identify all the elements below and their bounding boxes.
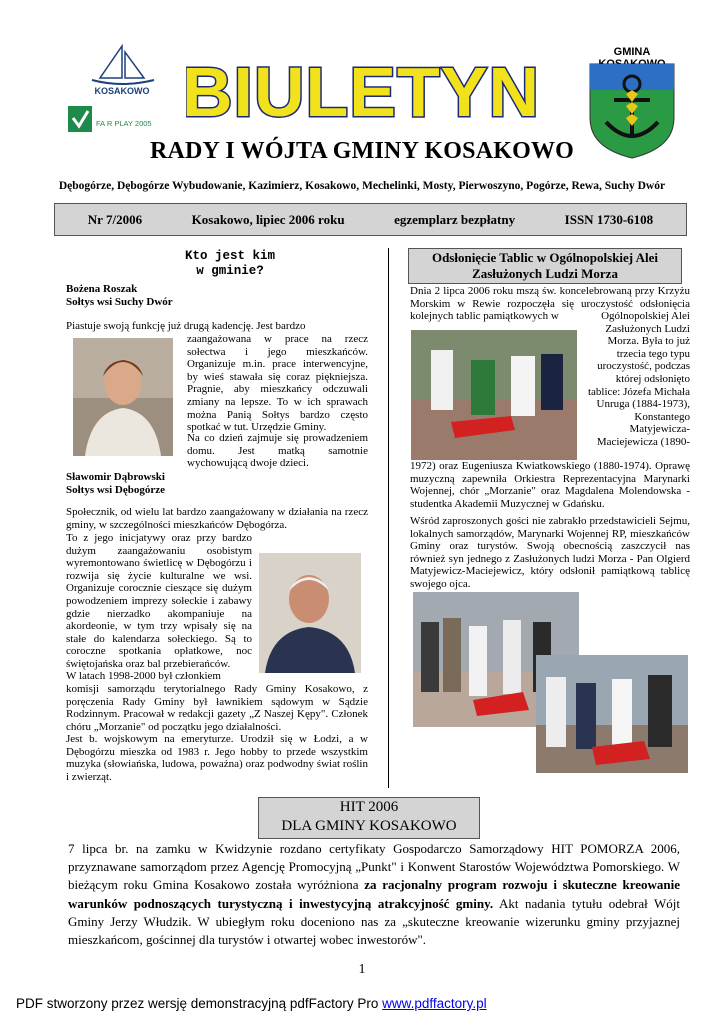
crest-label: GMINA [613,46,651,58]
column-divider [388,248,389,788]
who-is-who-heading: Kto jest kim w gminie? [184,249,275,278]
village-list: Dębogórze, Dębogórze Wybudowanie, Kazimierz, Kosakowo, Mechelinki, Mosty, Pierwoszyno, Pogórze, Rewa, Suchy Dwór [58,180,666,192]
newsletter-subtitle: RADY I WÓJTA GMINY KOSAKOWO [149,138,575,164]
issue-info-bar [54,203,687,236]
issue-issn: ISSN 1730-6108 [564,211,654,227]
svg-text:BIULETYN: BIULETYN [186,54,536,130]
biuletyn-title [186,54,536,130]
person2-side2: W latach 1998-2000 był członkiem [66,670,221,682]
alley-article-guests: Wśród zaproszonych gości nie zabrakło przedstawicieli Sejmu, lokalnych samorządów, Marynarki Wojennej RP, mieszkańców Gminy oraz turystów. Swoją obecnością zaszczycił nas również syn jednego z Zasłużonych ludzi Morza - Pan Olgierd Matyjewicz-Maciejewicz, który odsłonił pamiątkową tablicę swojego ojca. [410,515,690,590]
page-number: 1 [358,962,366,977]
person2-body: komisji samorządu terytorialnego Rady Gminy Kosakowo, z poręczenia Rady Gminy był ławnikiem sądowym w Sądzie Rodzinnym. Pracował w redakcji gazety „Z Naszej Kępy". Członek chóru „Morzanie" od początku jego działalności. [66,683,368,733]
pdffactory-link[interactable]: www.pdffactory.pl [382,996,487,1011]
person2-photo [259,553,361,673]
ceremony-photo-3 [536,655,688,773]
kosakowo-sailboat-logo [82,44,162,96]
fair-play-logo [68,102,158,136]
person1-intro: Piastuje swoją funkcję już drugą kadencję. Jest bardzo [66,320,306,332]
alley-article-body: 1972) oraz Eugeniusza Kwiatkowskiego (1880-1974). Oprawę muzyczną zapewniła Orkiestra Reprezentacyjna Marynarki Wojennej, chór „Morzanie" oraz Magdalena Molendowska - studentka Akademii Muzycznej w Gdańsku. [410,460,690,510]
ceremony-photo-1 [411,330,577,460]
svg-text:FA R PLAY 2005: FA R PLAY 2005 [96,119,152,128]
hit-2006-article: 7 lipca br. na zamku w Kwidzynie rozdano certyfikaty Gospodarczo Samorządowy HIT POMORZA 2006, przyznawane samorządom przez Agencję Promocyjną „Punkt" i Konwent Starostów Województwa Pomorskiego. W bieżącym roku Gmina Kosakowo została wyróżniona za racjonalny program rozwoju i skuteczne kreowanie warunków podnoszących turystyczną i inwestycyjną atrakcyjność gminy. Akt nadania tytułu odebrał Wójt Gminy Jerzy Włudzik. W ubiegłym roku doceniono nas za „skuteczne kreowanie wizerunku gminy przyjaznej mieszkańcom, gościnnej dla turystów i otwartej wobec inwestorów". [68,841,681,948]
alley-article-intro: Dnia 2 lipca 2006 roku mszą św. koncelebrowaną przy Krzyżu Morskim w Rewie rozpoczęła się uroczystość odsłonięcia kolejnych tablic pamiątkowych w [410,285,690,323]
issue-copy-note: egzemplarz bezpłatny [394,211,516,227]
person1-photo [73,338,173,456]
person2-side: To z jego inicjatywy oraz przy bardzo dużym zaangażowaniu osobistym wyremontowano świetlicę w Dębogórzu i rozwija się życie kulturalne we wsi. Organizuje corocznie cieszące się dużym powodzeniem imprezy sołeckie i zabawy gdzie nierzadko akompaniuje na akordeonie, w tym trzy wpisały się na stałe do kalendarza sołeckiego. Są to coroczne spotkania opłatkowe, noc świętojańska oraz bal przebierańców. [66,532,252,670]
person2-intro: Społecznik, od wielu lat bardzo zaangażowany w działania na rzecz gminy, w szczególności mieszkańców Dębogórza. [66,506,368,531]
alley-article-heading: Odsłonięcie Tablic w Ogólnopolskiej Alei Zasłużonych Ludzi Morza [408,248,682,284]
person1-tail: Na co dzień zajmuje się prowadzeniem domu. Jest matką samotnie wychowującą dwoje dzieci. [187,432,368,470]
hit-2006-heading: HIT 2006 DLA GMINY KOSAKOWO [258,797,480,839]
issue-number: Nr 7/2006 [87,211,143,227]
person1-heading: Bożena Roszak Sołtys wsi Suchy Dwór [66,283,173,308]
person2-tail: Jest b. wojskowym na emeryturze. Urodził się w Łodzi, a w Dębogórzu mieszka od 1983 r. Jego hobby to przede wszystkim muzyka (słowiańska, ludowa, poważna) oraz podwodny świat roślin i zwierząt. [66,733,368,783]
pdf-footer: PDF stworzony przez wersję demonstracyjną pdfFactory Pro www.pdffactory.pl [16,996,487,1011]
person2-heading: Sławomir Dąbrowski Sołtys wsi Dębogórze [66,471,165,496]
alley-article-side: Ogólnopolskiej Alei Zasłużonych Ludzi Morza. Była to już trzecia tego typu uroczystość, podczas której odsłonięto tablice: Józefa Michała Unruga (1884-1973), Konstantego Matyjewicza-Maciejewicza (1890- [587,310,690,448]
issue-place-date: Kosakowo, lipiec 2006 roku [191,211,345,227]
person1-body: zaangażowana w prace na rzecz sołectwa i jego mieszkańców. Organizuje m.in. prace interwencyjne, by wieś stawała się coraz piękniejsza. Pragnie, aby mieszkańcy odczuwali zmiany na lepsze. To w ich sprawach można Panią Sołtys bardzo często spotkać w tut. Urzędzie Gminy. [187,333,368,434]
svg-text:KOSAKOWO: KOSAKOWO [94,86,150,96]
